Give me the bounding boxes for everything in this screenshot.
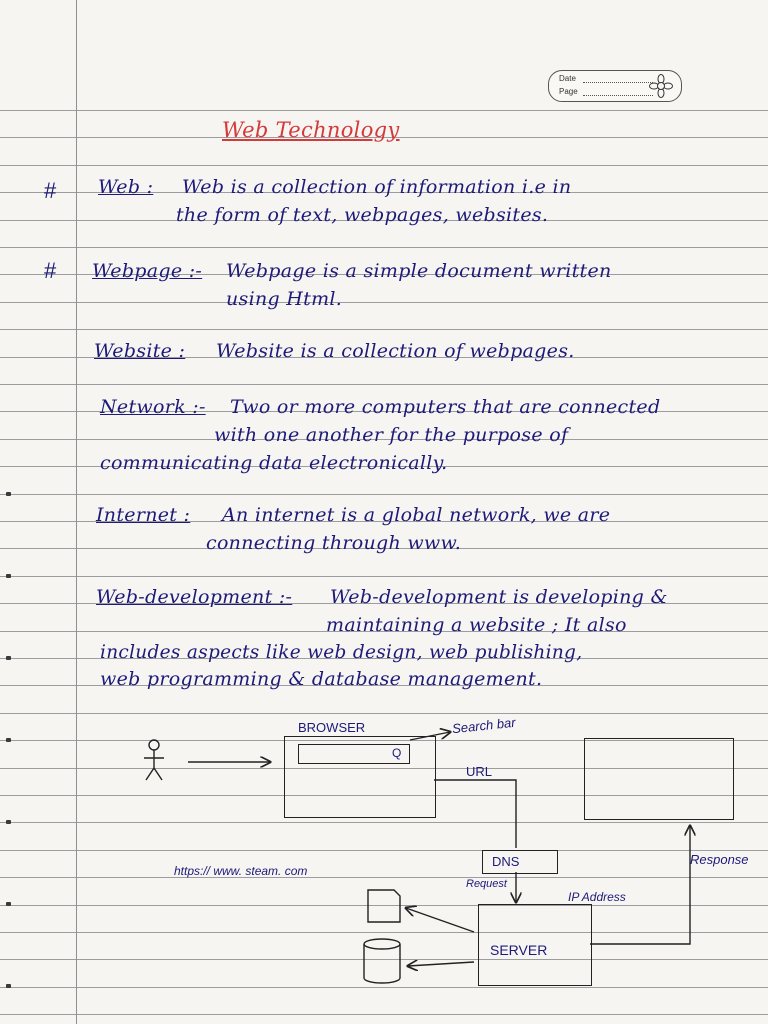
- web-def-line2: the form of text, webpages, websites.: [176, 204, 549, 226]
- web-def-line1: Web is a collection of information i.e in: [182, 176, 572, 198]
- webpage-def-line1: Webpage is a simple document written: [226, 260, 612, 282]
- search-bar-label: Search bar: [451, 714, 517, 737]
- search-key: Q: [392, 746, 402, 760]
- webdev-def-line2: maintaining a website ; It also: [326, 614, 627, 636]
- term-internet: Internet :: [96, 504, 191, 526]
- ip-address-label: IP Address: [568, 890, 626, 904]
- webdev-def-line3: includes aspects like web design, web publishing,: [100, 642, 583, 663]
- binding-mark: [6, 656, 11, 660]
- bullet-hash: #: [44, 178, 57, 203]
- binding-mark: [6, 492, 11, 496]
- term-webpage: Webpage :-: [92, 260, 203, 282]
- binding-mark: [6, 574, 11, 578]
- webdev-def-line4: web programming & database management.: [100, 668, 543, 690]
- term-website: Website :: [94, 340, 186, 362]
- page-title: Web Technology: [222, 118, 400, 142]
- term-web-development: Web-development :-: [96, 586, 293, 608]
- internet-def-line2: connecting through www.: [206, 532, 462, 554]
- browser-label: BROWSER: [298, 720, 366, 735]
- binding-mark: [6, 984, 11, 988]
- response-label: Response: [690, 852, 749, 867]
- binding-mark: [6, 820, 11, 824]
- url-label: URL: [466, 764, 493, 779]
- request-label: Request: [466, 878, 507, 890]
- term-web: Web :: [98, 176, 154, 198]
- internet-def-line1: An internet is a global network, we are: [222, 504, 611, 526]
- binding-mark: [6, 738, 11, 742]
- server-label: SERVER: [490, 942, 548, 958]
- bullet-hash: #: [44, 258, 57, 283]
- binding-mark: [6, 902, 11, 906]
- date-label: Date: [559, 74, 576, 83]
- network-def-line3: communicating data electronically.: [100, 452, 448, 474]
- network-def-line1: Two or more computers that are connected: [230, 396, 661, 418]
- webpage-def-line2: using Html.: [226, 288, 343, 310]
- network-def-line2: with one another for the purpose of: [214, 424, 569, 446]
- https-label: https:// www. steam. com: [174, 864, 308, 878]
- term-network: Network :-: [100, 396, 206, 418]
- dns-label: DNS: [492, 854, 520, 869]
- website-def-line1: Website is a collection of webpages.: [216, 340, 575, 362]
- webdev-def-line1: Web-development is developing &: [330, 586, 668, 608]
- page-label: Page: [559, 87, 578, 96]
